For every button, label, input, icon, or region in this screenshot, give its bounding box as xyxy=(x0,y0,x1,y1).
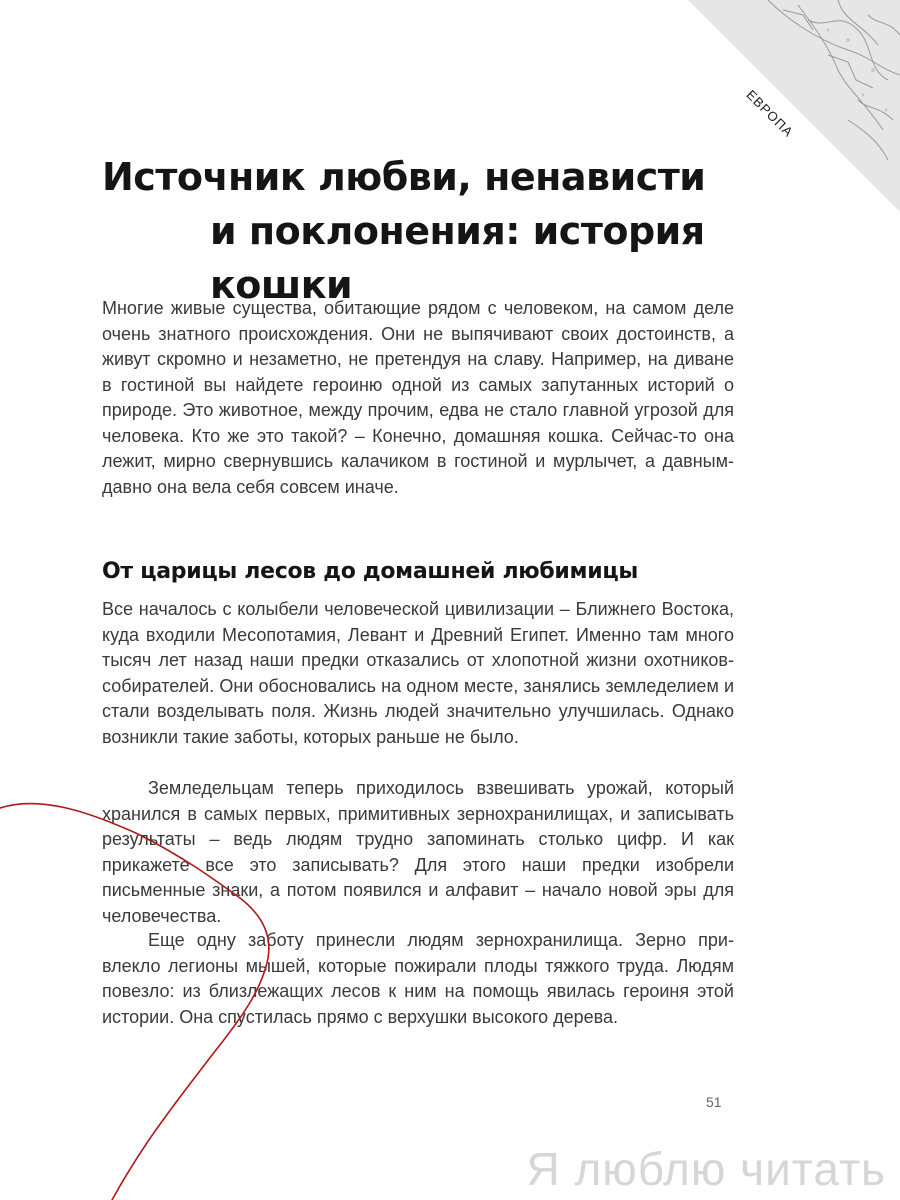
section-subtitle: От царицы лесов до домашней любимицы xyxy=(102,559,638,584)
paragraph-1: Все началось с колыбели человеческой цивилизации – Ближнего Востока, куда входили Месопотамия, Левант и Древний Египет. Именно там много тысяч лет назад наши предки отказались от хлопотной жизни охотников-собирателей. Они обосновались на одном месте, занялись земледелием и стали возделывать поля. Жизнь людей значительно улучшилась. Однако возникли такие заботы, которых раньше не было. xyxy=(102,599,734,747)
intro-paragraph: Многие живые существа, обитающие рядом с человеком, на самом деле очень знатного происхождения. Они не выпячивают своих достоинств, а живут скромно и незаметно, не претендуя на славу. Например, на диване в гостиной вы найдете героиню одной из самых запутанных историй о природе. Это животное, между прочим, едва не стало главной угрозой для человека. Кто же это такой? – Конечно, домашняя кошка. Сейчас-то она лежит, мирно свернувшись калачиком в гостиной и мурлычет, а давным-давно она вела себя совсем иначе. xyxy=(102,298,734,497)
paragraph-2: Земледельцам теперь приходилось взвешивать урожай, который хранился в самых первых, примитивных зернохранилищах, и записывать результаты – ведь людям трудно запоминать столько цифр. И как прикажете все это записывать? Для этого наши предки изобрели письменные знаки, а потом появился и алфавит – начало новой эры для человечества. xyxy=(102,778,734,926)
chapter-title xyxy=(102,150,762,312)
page-number: 51 xyxy=(706,1094,722,1110)
title-line-1: Источник любви, ненависти xyxy=(102,155,706,199)
section-label: ЕВРОПА xyxy=(743,87,797,140)
paragraph-3: Еще одну заботу принесли людям зернохранилища. Зерно привлекло легионы мышей, которые пожирали плоды тяжкого труда. Людям повезло: из близлежащих лесов к ним на помощь явилась героиня этой истории. Она спустилась прямо с верхушки высокого дерева. xyxy=(102,930,734,1027)
title-line-2: и поклонения: история кошки xyxy=(210,209,705,307)
watermark: Я люблю читать xyxy=(526,1143,886,1195)
